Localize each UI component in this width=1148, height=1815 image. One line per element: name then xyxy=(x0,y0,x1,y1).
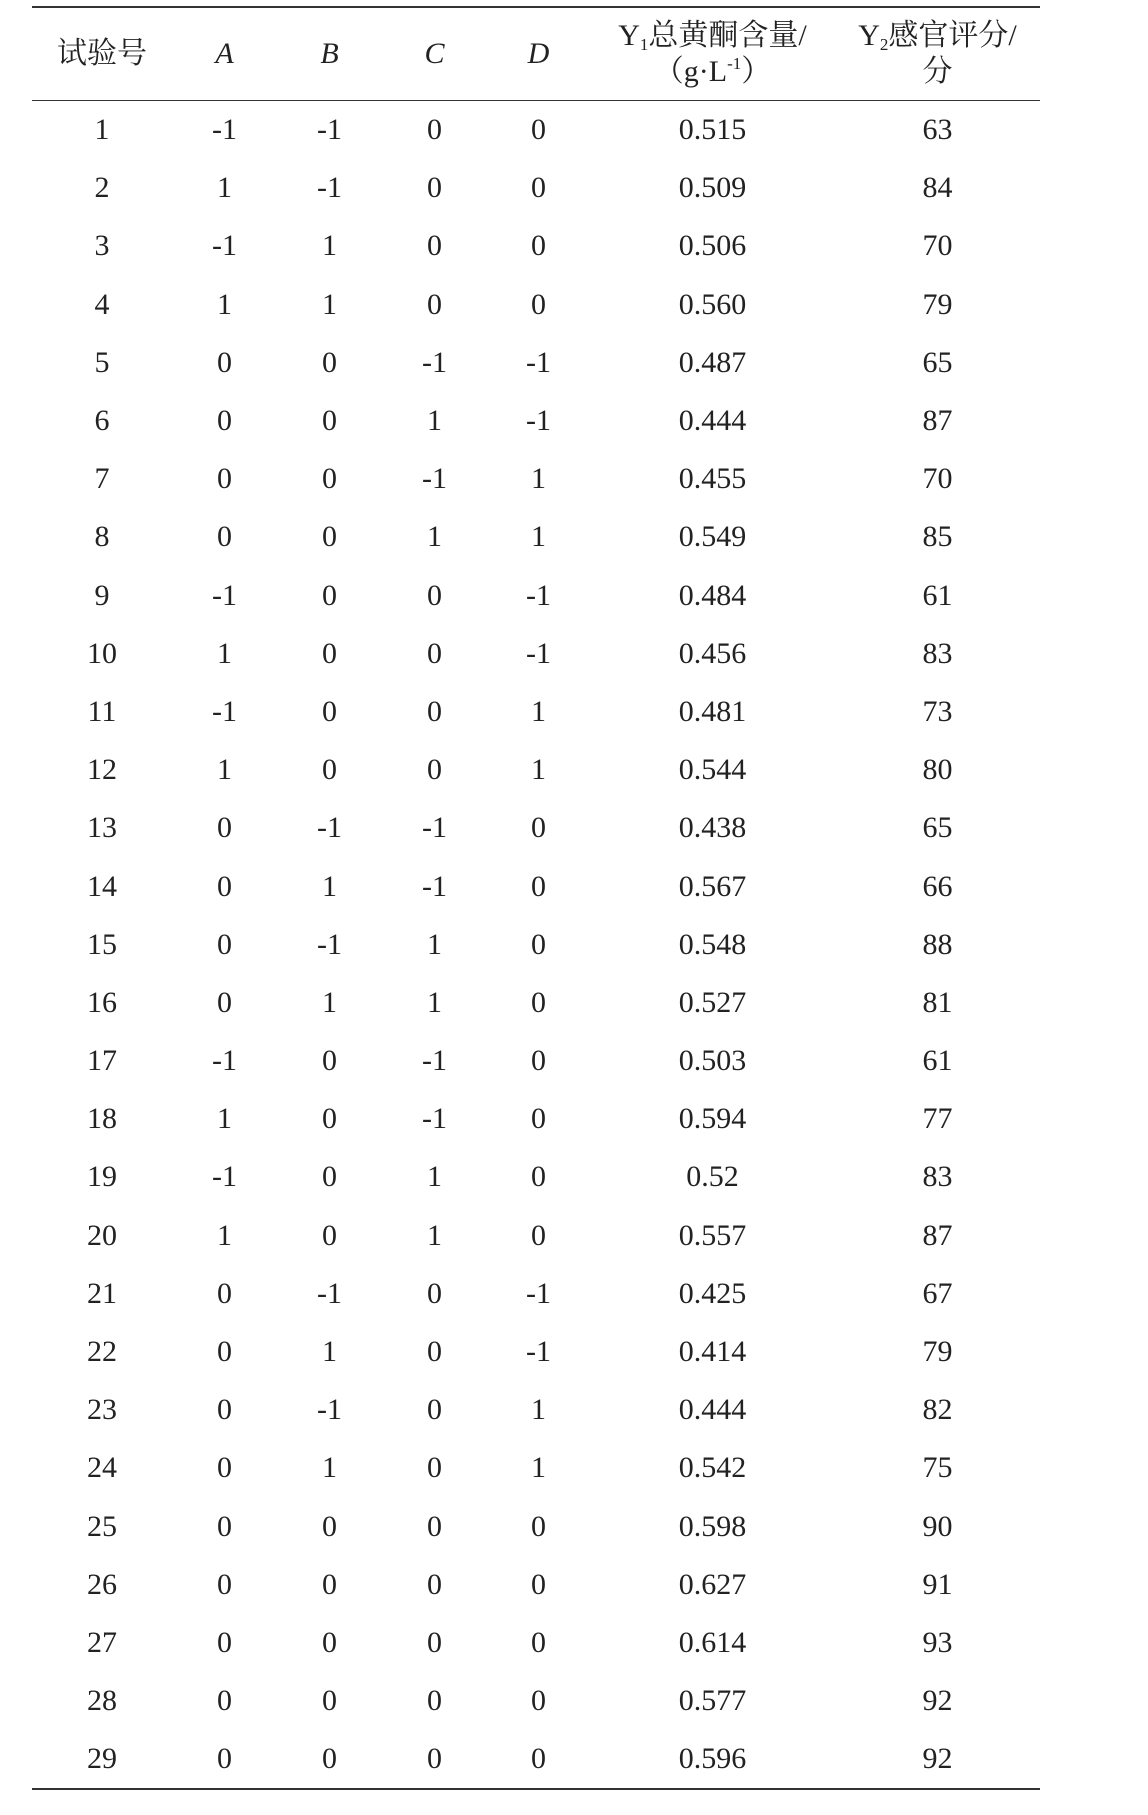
cell-trial-number: 14 xyxy=(87,869,117,903)
cell-y1-total-flavonoid: 0.481 xyxy=(678,694,747,728)
cell-factor-a: 0 xyxy=(217,520,232,554)
cell-factor-d: 0 xyxy=(531,287,546,321)
cell-trial-number: 10 xyxy=(87,636,117,670)
cell-factor-d: 1 xyxy=(531,520,546,554)
cell-trial-number: 8 xyxy=(94,520,110,554)
cell-factor-a: 0 xyxy=(217,1451,232,1485)
cell-factor-a: 0 xyxy=(217,1684,232,1718)
cell-factor-d: 1 xyxy=(531,694,546,728)
cell-trial-number: 18 xyxy=(87,1102,117,1136)
cell-factor-d: -1 xyxy=(526,578,551,612)
cell-trial-number: 16 xyxy=(87,985,117,1019)
cell-factor-c: 0 xyxy=(427,1684,442,1718)
header-y1-name: 总黄酮含量/ xyxy=(648,19,807,52)
table-row xyxy=(32,799,1040,857)
cell-y1-total-flavonoid: 0.425 xyxy=(678,1276,747,1310)
cell-factor-b: -1 xyxy=(317,927,342,961)
cell-factor-d: -1 xyxy=(526,345,551,379)
cell-trial-number: 3 xyxy=(94,229,110,263)
header-y2-symbol: Y xyxy=(858,19,880,52)
cell-trial-number: 11 xyxy=(87,694,117,728)
cell-y2-sensory-score: 87 xyxy=(922,1218,953,1252)
cell-trial-number: 24 xyxy=(87,1451,117,1485)
cell-factor-d: 0 xyxy=(531,1218,546,1252)
cell-y2-sensory-score: 70 xyxy=(922,229,953,263)
cell-factor-c: -1 xyxy=(422,462,447,496)
cell-factor-d: 0 xyxy=(531,113,546,147)
cell-y2-sensory-score: 65 xyxy=(922,345,953,379)
table-row xyxy=(32,916,1040,974)
cell-factor-a: 0 xyxy=(217,869,232,903)
cell-y1-total-flavonoid: 0.542 xyxy=(678,1451,747,1485)
cell-y2-sensory-score: 92 xyxy=(922,1684,953,1718)
cell-factor-a: 0 xyxy=(217,811,232,845)
table-row xyxy=(32,101,1040,159)
cell-factor-a: -1 xyxy=(212,1044,237,1078)
cell-y2-sensory-score: 88 xyxy=(922,927,953,961)
cell-factor-a: 0 xyxy=(217,985,232,1019)
table-row xyxy=(32,1614,1040,1672)
cell-factor-b: -1 xyxy=(317,113,342,147)
cell-y2-sensory-score: 80 xyxy=(922,753,953,787)
cell-y2-sensory-score: 65 xyxy=(922,811,953,845)
cell-factor-c: 0 xyxy=(427,171,442,205)
cell-y1-total-flavonoid: 0.596 xyxy=(678,1742,747,1776)
cell-y2-sensory-score: 61 xyxy=(922,1044,953,1078)
cell-factor-b: 1 xyxy=(322,1335,337,1369)
header-y2-sensory-score xyxy=(835,18,1040,90)
cell-y2-sensory-score: 84 xyxy=(922,171,953,205)
cell-y2-sensory-score: 82 xyxy=(922,1393,953,1427)
cell-factor-b: 0 xyxy=(322,1044,337,1078)
cell-trial-number: 26 xyxy=(87,1567,117,1601)
cell-factor-d: -1 xyxy=(526,1335,551,1369)
cell-trial-number: 25 xyxy=(87,1509,117,1543)
table-row xyxy=(32,974,1040,1032)
cell-factor-a: 0 xyxy=(217,404,232,438)
cell-factor-b: 0 xyxy=(322,1567,337,1601)
cell-y2-sensory-score: 85 xyxy=(922,520,953,554)
cell-factor-c: 1 xyxy=(427,404,442,438)
cell-factor-d: 0 xyxy=(531,1160,546,1194)
cell-y1-total-flavonoid: 0.549 xyxy=(678,520,747,554)
cell-factor-c: 1 xyxy=(427,520,442,554)
cell-factor-c: 0 xyxy=(427,1625,442,1659)
cell-factor-b: 0 xyxy=(322,578,337,612)
cell-trial-number: 22 xyxy=(87,1335,117,1369)
cell-factor-d: 1 xyxy=(531,462,546,496)
cell-factor-a: -1 xyxy=(212,694,237,728)
cell-factor-a: 0 xyxy=(217,1509,232,1543)
cell-factor-d: 0 xyxy=(531,1567,546,1601)
cell-factor-a: 0 xyxy=(217,1625,232,1659)
cell-y2-sensory-score: 79 xyxy=(922,287,953,321)
header-y1-line1 xyxy=(590,18,835,54)
cell-factor-b: -1 xyxy=(317,171,342,205)
cell-y2-sensory-score: 67 xyxy=(922,1276,953,1310)
cell-factor-d: 0 xyxy=(531,869,546,903)
cell-factor-b: 0 xyxy=(322,345,337,379)
table-row xyxy=(32,1556,1040,1614)
table-body xyxy=(32,101,1040,1788)
cell-y2-sensory-score: 66 xyxy=(922,869,953,903)
cell-factor-c: 0 xyxy=(427,229,442,263)
header-y1-unit-open: （g·L xyxy=(653,55,728,88)
table-row xyxy=(32,1498,1040,1556)
cell-trial-number: 19 xyxy=(87,1160,117,1194)
cell-y2-sensory-score: 79 xyxy=(922,1335,953,1369)
header-factor-b: B xyxy=(320,37,339,70)
cell-trial-number: 28 xyxy=(87,1684,117,1718)
table-row xyxy=(32,1032,1040,1090)
cell-factor-a: 1 xyxy=(217,287,232,321)
cell-factor-a: 1 xyxy=(217,1102,232,1136)
cell-factor-c: 0 xyxy=(427,1567,442,1601)
cell-y1-total-flavonoid: 0.444 xyxy=(678,404,747,438)
cell-y1-total-flavonoid: 0.515 xyxy=(678,113,747,147)
table-row xyxy=(32,334,1040,392)
cell-factor-d: 0 xyxy=(531,1102,546,1136)
cell-y1-total-flavonoid: 0.456 xyxy=(678,636,747,670)
table-row xyxy=(32,217,1040,275)
cell-factor-a: 0 xyxy=(217,1393,232,1427)
cell-trial-number: 4 xyxy=(94,287,110,321)
cell-factor-d: 1 xyxy=(531,1451,546,1485)
cell-factor-b: 1 xyxy=(322,1451,337,1485)
cell-factor-d: 0 xyxy=(531,1625,546,1659)
cell-factor-b: 1 xyxy=(322,985,337,1019)
header-y2-name: 感官评分/ xyxy=(888,19,1017,52)
cell-y2-sensory-score: 83 xyxy=(922,1160,953,1194)
cell-factor-d: 0 xyxy=(531,811,546,845)
cell-trial-number: 21 xyxy=(87,1276,117,1310)
cell-factor-a: 0 xyxy=(217,927,232,961)
cell-factor-c: 1 xyxy=(427,985,442,1019)
cell-factor-b: 0 xyxy=(322,753,337,787)
cell-factor-c: 0 xyxy=(427,1393,442,1427)
table-row xyxy=(32,625,1040,683)
cell-factor-d: 0 xyxy=(531,1742,546,1776)
table-row xyxy=(32,1439,1040,1497)
cell-trial-number: 15 xyxy=(87,927,117,961)
cell-y1-total-flavonoid: 0.594 xyxy=(678,1102,747,1136)
table-row xyxy=(32,392,1040,450)
cell-y1-total-flavonoid: 0.484 xyxy=(678,578,747,612)
table-row xyxy=(32,1730,1040,1788)
cell-trial-number: 17 xyxy=(87,1044,117,1078)
cell-factor-c: 0 xyxy=(427,578,442,612)
cell-y1-total-flavonoid: 0.577 xyxy=(678,1684,747,1718)
cell-factor-b: 0 xyxy=(322,636,337,670)
header-y2-line1 xyxy=(835,18,1040,54)
cell-factor-d: 0 xyxy=(531,1044,546,1078)
cell-factor-a: 0 xyxy=(217,1335,232,1369)
cell-factor-a: 1 xyxy=(217,171,232,205)
cell-y2-sensory-score: 81 xyxy=(922,985,953,1019)
cell-y1-total-flavonoid: 0.614 xyxy=(678,1625,747,1659)
cell-factor-a: 0 xyxy=(217,345,232,379)
cell-y1-total-flavonoid: 0.548 xyxy=(678,927,747,961)
cell-factor-c: 0 xyxy=(427,1276,442,1310)
cell-y2-sensory-score: 87 xyxy=(922,404,953,438)
cell-factor-b: 1 xyxy=(322,869,337,903)
table-row xyxy=(32,1381,1040,1439)
cell-y1-total-flavonoid: 0.455 xyxy=(678,462,747,496)
cell-y2-sensory-score: 61 xyxy=(922,578,953,612)
header-y2-unit: 分 xyxy=(922,55,953,88)
cell-trial-number: 27 xyxy=(87,1625,117,1659)
cell-trial-number: 6 xyxy=(94,404,110,438)
cell-factor-a: 0 xyxy=(217,462,232,496)
cell-factor-a: -1 xyxy=(212,1160,237,1194)
cell-factor-a: 1 xyxy=(217,753,232,787)
header-y1-subscript: 1 xyxy=(639,35,649,54)
experiment-results-table xyxy=(32,6,1040,1790)
cell-factor-d: 0 xyxy=(531,1684,546,1718)
cell-y2-sensory-score: 83 xyxy=(922,636,953,670)
cell-trial-number: 7 xyxy=(94,462,110,496)
header-y1-unit-close: ） xyxy=(741,55,772,88)
table-row xyxy=(32,276,1040,334)
cell-y1-total-flavonoid: 0.509 xyxy=(678,171,747,205)
cell-factor-b: -1 xyxy=(317,811,342,845)
table-header-row xyxy=(32,8,1040,100)
header-trial-number: 试验号 xyxy=(57,37,147,70)
cell-y2-sensory-score: 75 xyxy=(922,1451,953,1485)
header-factor-c: C xyxy=(424,37,445,70)
cell-factor-b: 0 xyxy=(322,1102,337,1136)
cell-y2-sensory-score: 77 xyxy=(922,1102,953,1136)
table-row xyxy=(32,567,1040,625)
cell-y1-total-flavonoid: 0.527 xyxy=(678,985,747,1019)
table-row xyxy=(32,683,1040,741)
table-row xyxy=(32,741,1040,799)
cell-factor-b: 0 xyxy=(322,1684,337,1718)
cell-trial-number: 5 xyxy=(94,345,110,379)
header-factor-d: D xyxy=(527,37,550,70)
header-y2-subscript: 2 xyxy=(879,35,889,54)
cell-factor-b: 1 xyxy=(322,287,337,321)
cell-factor-c: 1 xyxy=(427,1218,442,1252)
cell-y2-sensory-score: 63 xyxy=(922,113,953,147)
cell-factor-b: -1 xyxy=(317,1393,342,1427)
cell-factor-b: -1 xyxy=(317,1276,342,1310)
cell-factor-d: 0 xyxy=(531,927,546,961)
cell-factor-b: 0 xyxy=(322,1160,337,1194)
cell-factor-c: 0 xyxy=(427,753,442,787)
table-row xyxy=(32,1148,1040,1206)
cell-y1-total-flavonoid: 0.598 xyxy=(678,1509,747,1543)
table-row xyxy=(32,508,1040,566)
cell-factor-b: 0 xyxy=(322,1218,337,1252)
table-row xyxy=(32,857,1040,915)
cell-factor-c: 0 xyxy=(427,694,442,728)
header-y1-unit-superscript: -1 xyxy=(727,54,742,73)
table-bottom-rule xyxy=(32,1788,1040,1790)
cell-factor-c: -1 xyxy=(422,1044,447,1078)
cell-trial-number: 9 xyxy=(94,578,110,612)
cell-factor-c: 0 xyxy=(427,1335,442,1369)
cell-y1-total-flavonoid: 0.627 xyxy=(678,1567,747,1601)
cell-factor-b: 0 xyxy=(322,462,337,496)
header-y1-symbol: Y xyxy=(618,19,640,52)
cell-y1-total-flavonoid: 0.444 xyxy=(678,1393,747,1427)
cell-factor-b: 0 xyxy=(322,520,337,554)
cell-factor-a: 1 xyxy=(217,636,232,670)
cell-factor-d: 1 xyxy=(531,1393,546,1427)
cell-trial-number: 1 xyxy=(94,113,110,147)
table-row xyxy=(32,1265,1040,1323)
cell-y2-sensory-score: 93 xyxy=(922,1625,953,1659)
cell-factor-a: 0 xyxy=(217,1742,232,1776)
cell-trial-number: 23 xyxy=(87,1393,117,1427)
cell-factor-d: 0 xyxy=(531,1509,546,1543)
cell-factor-a: 1 xyxy=(217,1218,232,1252)
cell-factor-d: -1 xyxy=(526,636,551,670)
cell-factor-d: 0 xyxy=(531,229,546,263)
cell-factor-d: 1 xyxy=(531,753,546,787)
cell-factor-d: -1 xyxy=(526,404,551,438)
cell-factor-a: 0 xyxy=(217,1276,232,1310)
cell-factor-a: 0 xyxy=(217,1567,232,1601)
cell-y2-sensory-score: 73 xyxy=(922,694,953,728)
cell-y2-sensory-score: 92 xyxy=(922,1742,953,1776)
cell-factor-c: 1 xyxy=(427,927,442,961)
cell-y1-total-flavonoid: 0.557 xyxy=(678,1218,747,1252)
cell-factor-c: 0 xyxy=(427,287,442,321)
table-row xyxy=(32,1207,1040,1265)
cell-y1-total-flavonoid: 0.560 xyxy=(678,287,747,321)
cell-y2-sensory-score: 90 xyxy=(922,1509,953,1543)
cell-y1-total-flavonoid: 0.503 xyxy=(678,1044,747,1078)
cell-factor-b: 0 xyxy=(322,1742,337,1776)
cell-factor-c: -1 xyxy=(422,869,447,903)
table-row xyxy=(32,1323,1040,1381)
cell-y1-total-flavonoid: 0.506 xyxy=(678,229,747,263)
cell-trial-number: 12 xyxy=(87,753,117,787)
cell-factor-d: 0 xyxy=(531,171,546,205)
cell-y1-total-flavonoid: 0.438 xyxy=(678,811,747,845)
header-y1-unit xyxy=(590,54,835,90)
cell-trial-number: 20 xyxy=(87,1218,117,1252)
cell-factor-b: 0 xyxy=(322,404,337,438)
cell-trial-number: 13 xyxy=(87,811,117,845)
cell-factor-a: -1 xyxy=(212,229,237,263)
cell-factor-c: -1 xyxy=(422,1102,447,1136)
cell-factor-c: 0 xyxy=(427,113,442,147)
cell-factor-c: 0 xyxy=(427,1451,442,1485)
cell-y1-total-flavonoid: 0.544 xyxy=(678,753,747,787)
cell-factor-b: 0 xyxy=(322,694,337,728)
cell-trial-number: 2 xyxy=(94,171,110,205)
header-y1-total-flavonoid xyxy=(590,18,835,90)
cell-factor-d: -1 xyxy=(526,1276,551,1310)
cell-factor-c: 1 xyxy=(427,1160,442,1194)
table-row xyxy=(32,1672,1040,1730)
table-row xyxy=(32,450,1040,508)
cell-factor-c: 0 xyxy=(427,1509,442,1543)
table-row xyxy=(32,1090,1040,1148)
cell-y2-sensory-score: 91 xyxy=(922,1567,953,1601)
table-row xyxy=(32,159,1040,217)
cell-factor-a: -1 xyxy=(212,113,237,147)
cell-y1-total-flavonoid: 0.414 xyxy=(678,1335,747,1369)
cell-factor-d: 0 xyxy=(531,985,546,1019)
cell-factor-b: 0 xyxy=(322,1509,337,1543)
cell-y1-total-flavonoid: 0.52 xyxy=(686,1160,739,1194)
cell-y1-total-flavonoid: 0.567 xyxy=(678,869,747,903)
cell-y2-sensory-score: 70 xyxy=(922,462,953,496)
cell-factor-b: 1 xyxy=(322,229,337,263)
cell-factor-c: 0 xyxy=(427,636,442,670)
cell-factor-a: -1 xyxy=(212,578,237,612)
cell-factor-c: -1 xyxy=(422,811,447,845)
cell-trial-number: 29 xyxy=(87,1742,117,1776)
cell-factor-c: -1 xyxy=(422,345,447,379)
header-factor-a: A xyxy=(215,37,234,70)
cell-factor-b: 0 xyxy=(322,1625,337,1659)
cell-factor-c: 0 xyxy=(427,1742,442,1776)
cell-y1-total-flavonoid: 0.487 xyxy=(678,345,747,379)
